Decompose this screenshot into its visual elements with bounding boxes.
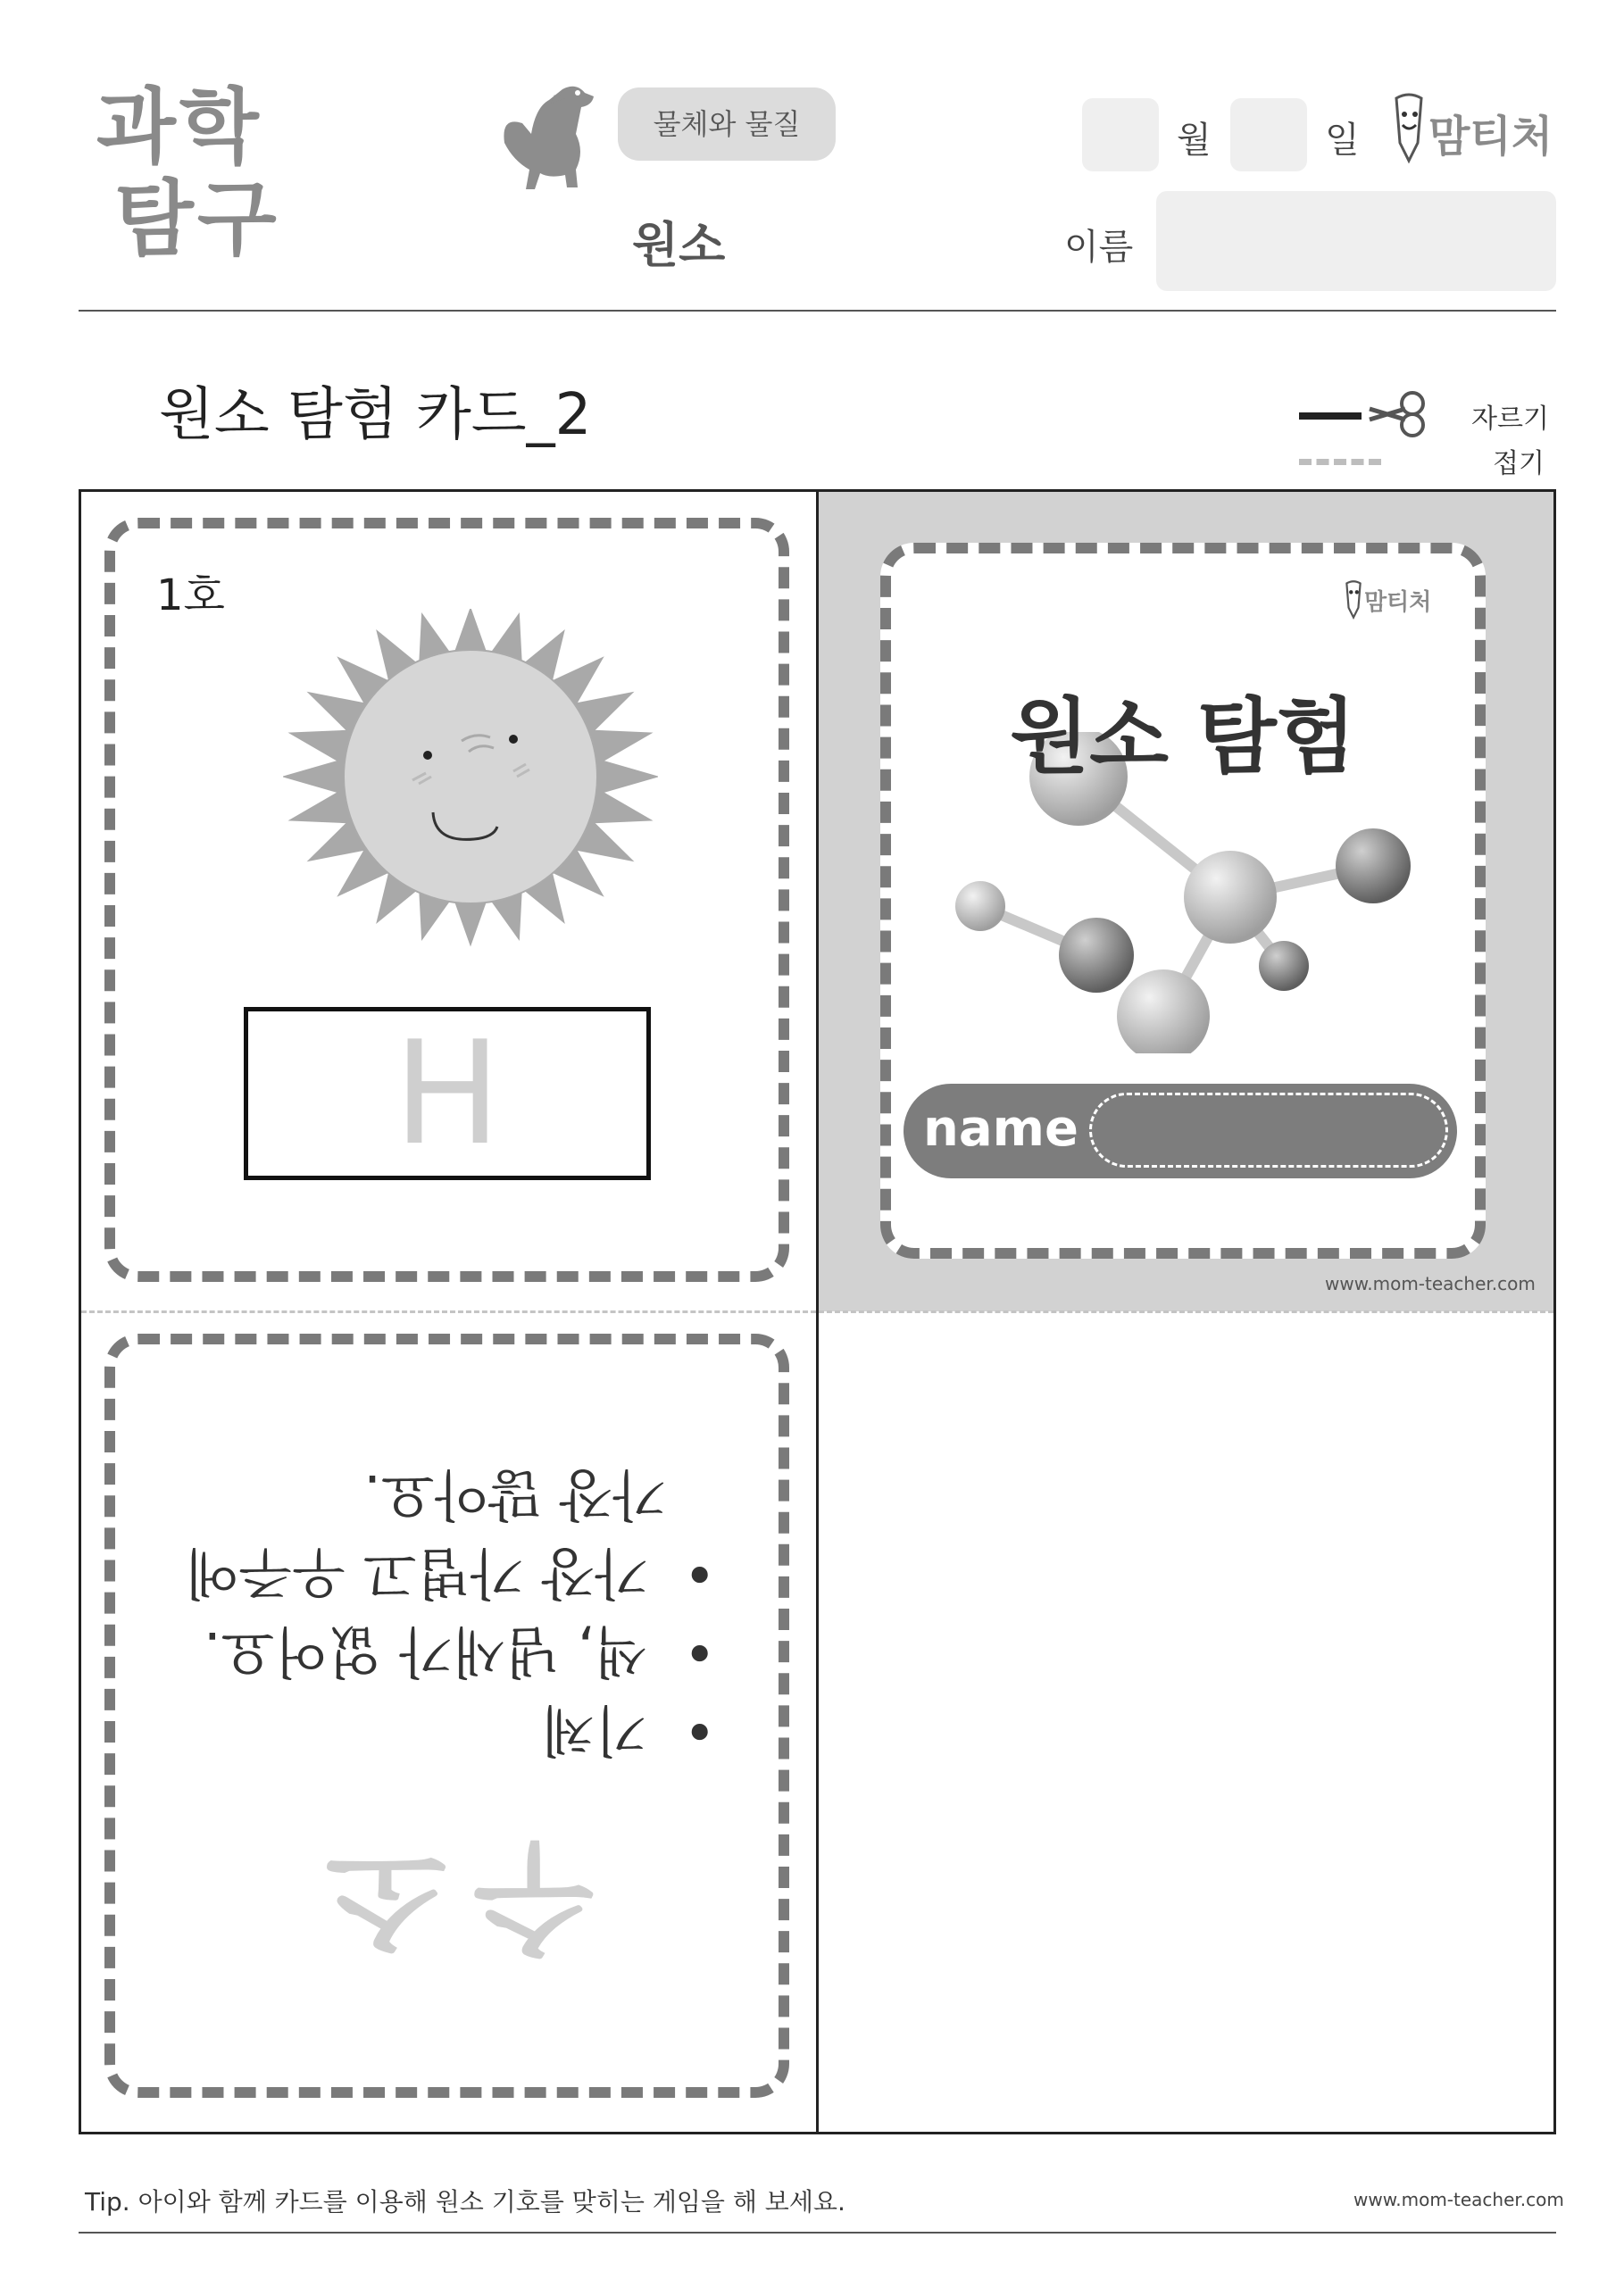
element-name: 수소 bbox=[299, 1825, 595, 1970]
card-cover bbox=[880, 543, 1486, 1259]
card-back-content bbox=[115, 1344, 779, 2087]
element-symbol: H bbox=[393, 1010, 502, 1177]
fold-line-sample bbox=[1299, 459, 1381, 465]
month-field[interactable] bbox=[1082, 98, 1159, 171]
dinosaur-icon bbox=[496, 80, 616, 196]
card-front bbox=[104, 518, 789, 1282]
subject-title-line1: 과학 bbox=[96, 79, 262, 175]
header-divider bbox=[79, 310, 1556, 312]
name-label: 이름 bbox=[1064, 227, 1134, 268]
day-label: 일 bbox=[1325, 120, 1360, 161]
legend-cut-label: 자르기 bbox=[1471, 403, 1549, 435]
bullet-item: • 기체 bbox=[541, 1698, 716, 1763]
bullet-item: 가장 많아요. bbox=[363, 1462, 666, 1527]
category-badge: 물체와 물질 bbox=[618, 87, 836, 161]
cover-name-label: name bbox=[923, 1100, 1079, 1158]
bullet-item: • 가장 가볍고 우주에 bbox=[185, 1541, 716, 1606]
footer-tip: Tip. 아이와 함께 카드를 이용해 원소 기호를 맞히는 게임을 해 보세요. bbox=[85, 2187, 845, 2217]
cover-name-field[interactable] bbox=[1089, 1093, 1448, 1168]
month-label: 월 bbox=[1177, 120, 1212, 161]
day-field[interactable] bbox=[1230, 98, 1307, 171]
topic-label: 원소 bbox=[632, 217, 726, 273]
footer-website: www.mom-teacher.com bbox=[1353, 2189, 1564, 2210]
symbol-box bbox=[244, 1007, 651, 1180]
cut-line-sample bbox=[1299, 412, 1362, 420]
pencil-mascot-icon-small bbox=[1343, 580, 1364, 620]
worksheet-title: 원소 탐험 카드_2 bbox=[159, 382, 592, 448]
name-field[interactable] bbox=[1156, 191, 1556, 291]
horizontal-fold-line bbox=[81, 1310, 1553, 1313]
legend-fold-label: 접기 bbox=[1493, 448, 1545, 479]
card-back bbox=[104, 1334, 789, 2098]
pencil-mascot-icon bbox=[1389, 93, 1428, 164]
cover-brand: 맘티처 bbox=[1364, 589, 1432, 616]
cover-website: www.mom-teacher.com bbox=[1325, 1273, 1536, 1294]
brand-logo-text: 맘티처 bbox=[1428, 112, 1553, 162]
bullet-item: • 색, 냄새가 없어요. bbox=[203, 1619, 716, 1685]
name-bar bbox=[904, 1084, 1457, 1178]
cover-title: 원소 탐험 bbox=[1010, 689, 1356, 785]
bullet-list bbox=[185, 1460, 716, 1775]
card-number: 1호 bbox=[156, 570, 225, 620]
subject-title-line2: 탐구 bbox=[114, 171, 280, 267]
scissors-icon bbox=[1366, 389, 1428, 439]
footer-divider bbox=[79, 2232, 1556, 2234]
smiling-sun-icon bbox=[283, 609, 658, 948]
